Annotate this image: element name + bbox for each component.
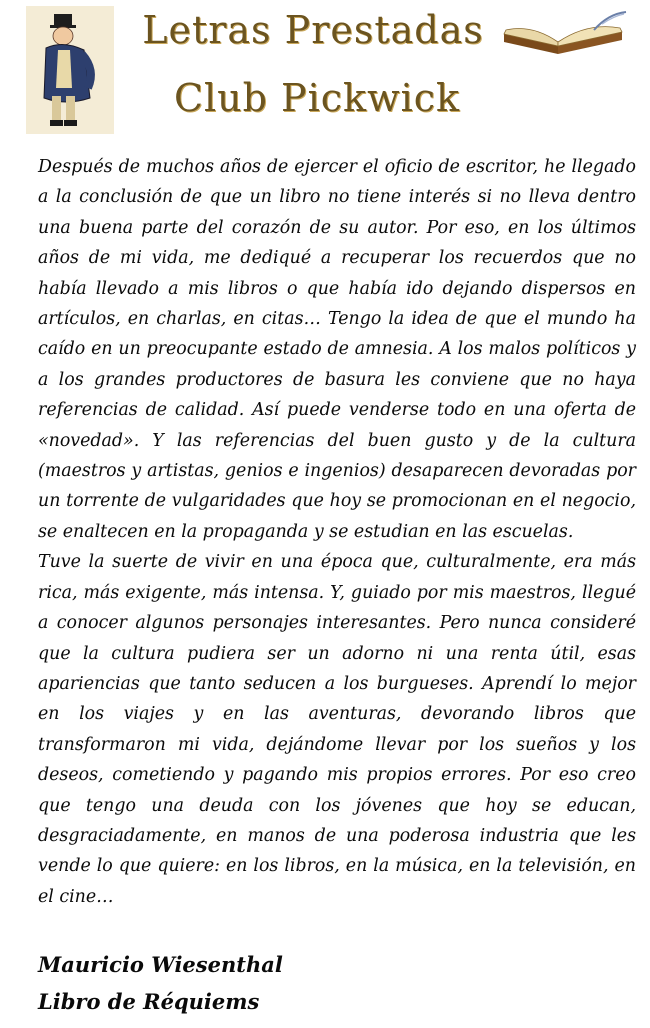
signature [38,946,283,1020]
site-title: Letras Prestadas [142,8,484,52]
book-title: Libro de Réquiems [38,989,260,1014]
header [0,0,650,140]
paragraph: Tuve la suerte de vivir en una época que, culturalmente, era más rica, más exigente, más intensa. Y, guiado por mis maestros, llegué a conocer algunos personajes interesantes. Pero nunca consideré que la cultura pudiera ser un adorno ni una renta útil, esas apariencias que tanto seducen a los burgueses. Aprendí lo mejor en los viajes y en las aventuras, devorando libros que transformaron mi vida, dejándome llevar por los sueños y los deseos, cometiendo y pagando mis propios errores. Por eso creo que tengo una deuda con los jóvenes que hoy se educan, desgraciadamente, en manos de una poderosa industria que les vende lo que quiere: en los libros, en la música, en la televisión, en el cine… [38,552,636,907]
open-book-quill-icon [498,10,628,58]
paragraph: Después de muchos años de ejercer el oficio de escritor, he llegado a la conclusión de que un libro no tiene interés si no lleva dentro una buena parte del corazón de su autor. Por eso, en los últimos años de mi vida, me dediqué a recuperar los recuerdos que no había llevado a mis libros o que había ido dejando dispersos en artículos, en charlas, en citas… Tengo la idea de que el mundo ha caído en un preocupante estado de amnesia. A los malos políticos y a los grandes productores de basura les conviene que no haya referencias de calidad. Así puede venderse todo en una oferta de «novedad». Y las referencias del buen gusto y de la cultura (maestros y artistas, genios e ingenios) desaparecen devoradas por un torrente de vulgaridades que hoy se promocionan en el negocio, se enaltecen en la propaganda y se estudian en las escuelas. [38,157,636,542]
author-name: Mauricio Wiesenthal [38,952,283,977]
quote-body [38,152,636,912]
site-subtitle: Club Pickwick [173,76,461,120]
